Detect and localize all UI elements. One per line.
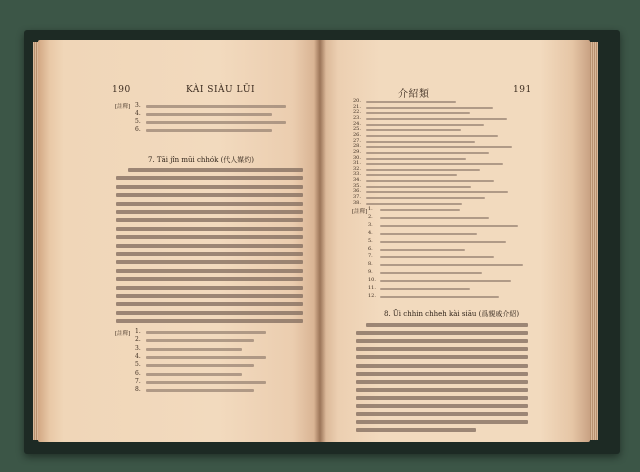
note-number: 10. [368,277,376,284]
body-line [116,252,303,256]
note-number: 3. [135,344,141,352]
body-line [356,364,528,368]
note-line [366,124,484,126]
note-line [366,141,475,143]
note-number: 1. [135,328,141,335]
note-number: 4. [135,110,141,117]
note-number: 36. [353,188,361,195]
note-number: 8. [368,261,373,268]
note-line [380,217,489,219]
note-number: 5. [135,118,141,125]
note-number: 38. [353,199,361,206]
body-line [116,269,303,273]
note-number: 6. [368,245,373,252]
body-line [356,339,528,343]
note-line [366,163,503,165]
body-line [116,244,303,248]
note-line [366,197,485,199]
right-page-number: 191 [513,85,532,95]
left-section-heading: 7. Tāi jîn mūi chhók (代人媒灼) [148,156,255,164]
note-line [146,381,266,384]
note-number: 8. [135,386,141,394]
right-note-tag: [註釋] [352,209,368,215]
note-line [366,186,471,188]
left-page-number: 190 [112,85,131,95]
note-number: 30. [353,154,361,161]
note-number: 20. [353,98,361,104]
note-line [366,101,456,103]
note-number: 1. [368,206,373,212]
note-line [146,364,254,367]
note-number: 5. [135,361,141,369]
body-line [356,428,476,432]
note-number: 26. [353,131,361,138]
body-line [116,185,303,189]
note-line [380,209,460,211]
note-line [366,152,489,154]
note-number: 28. [353,143,361,150]
note-number: 6. [135,126,141,133]
note-number: 2. [368,213,373,220]
body-line [116,277,303,281]
body-line [356,412,528,416]
note-number: 27. [353,137,361,144]
note-line [366,180,494,182]
body-line [356,380,528,384]
note-number: 2. [135,336,141,344]
note-number: 21. [353,103,361,110]
body-line [356,347,528,351]
note-number: 3. [135,102,141,109]
note-number: 9. [368,269,373,276]
note-line [366,129,461,131]
note-line [146,373,242,376]
body-line [366,323,528,327]
right-page-edges [589,42,598,440]
note-line [380,264,523,266]
body-line [116,294,303,298]
note-number: 31. [353,160,361,167]
note-line [366,112,470,114]
body-line [116,319,303,323]
left-note-tag-top: [註釋] [115,104,131,110]
note-number: 22. [353,109,361,116]
note-line [380,296,499,298]
body-line [116,227,303,231]
note-number: 23. [353,114,361,121]
body-line [116,235,303,239]
body-line [116,193,303,197]
note-number: 34. [353,177,361,184]
note-line [366,118,507,120]
body-line [356,331,528,335]
note-line [146,348,242,351]
body-line [116,260,303,264]
note-number: 3. [368,221,373,228]
note-line [366,169,480,171]
note-number: 33. [353,171,361,178]
right-section-heading: 8. Ūi chhin chheh kài siāu (爲親戚介紹) [384,310,520,318]
note-number: 7. [368,253,373,260]
body-line [116,286,303,290]
note-line [366,146,512,148]
note-number: 32. [353,165,361,172]
body-line [116,176,303,180]
note-line [146,105,286,108]
note-line [146,121,286,124]
body-line [356,388,528,392]
note-line [380,233,477,235]
body-line [116,311,303,315]
body-line [116,202,303,206]
note-line [146,356,266,359]
body-line [116,218,303,222]
note-line [380,241,506,243]
note-line [146,389,254,392]
note-number: 4. [368,229,373,236]
note-number: 11. [368,285,376,291]
left-note-tag-bottom: [註釋] [115,331,131,337]
body-line [116,210,303,214]
note-line [380,225,518,227]
note-line [366,107,493,109]
note-number: 25. [353,126,361,133]
note-number: 5. [368,237,373,244]
note-number: 12. [368,292,376,299]
note-line [146,113,272,116]
note-line [380,272,482,274]
note-number: 4. [135,352,141,360]
body-line [128,168,303,172]
note-number: 37. [353,194,361,201]
note-line [366,203,462,205]
note-line [146,331,266,334]
note-number: 6. [135,369,141,377]
note-line [380,280,511,282]
note-line [146,339,254,342]
note-line [146,129,272,132]
book-gutter [314,40,326,442]
body-line [116,302,303,306]
body-line [356,404,528,408]
body-line [356,355,528,359]
note-line [380,288,470,290]
note-number: 29. [353,148,361,155]
note-number: 35. [353,182,361,189]
right-running-head: 介紹類 [398,89,430,100]
note-line [380,249,465,251]
note-number: 24. [353,120,361,127]
note-number: 7. [135,377,141,385]
body-line [356,396,528,400]
note-line [366,135,498,137]
left-running-head: KÀI SIÀU LŪI [186,85,256,95]
body-line [356,420,528,424]
body-line [356,372,528,376]
note-line [366,158,466,160]
